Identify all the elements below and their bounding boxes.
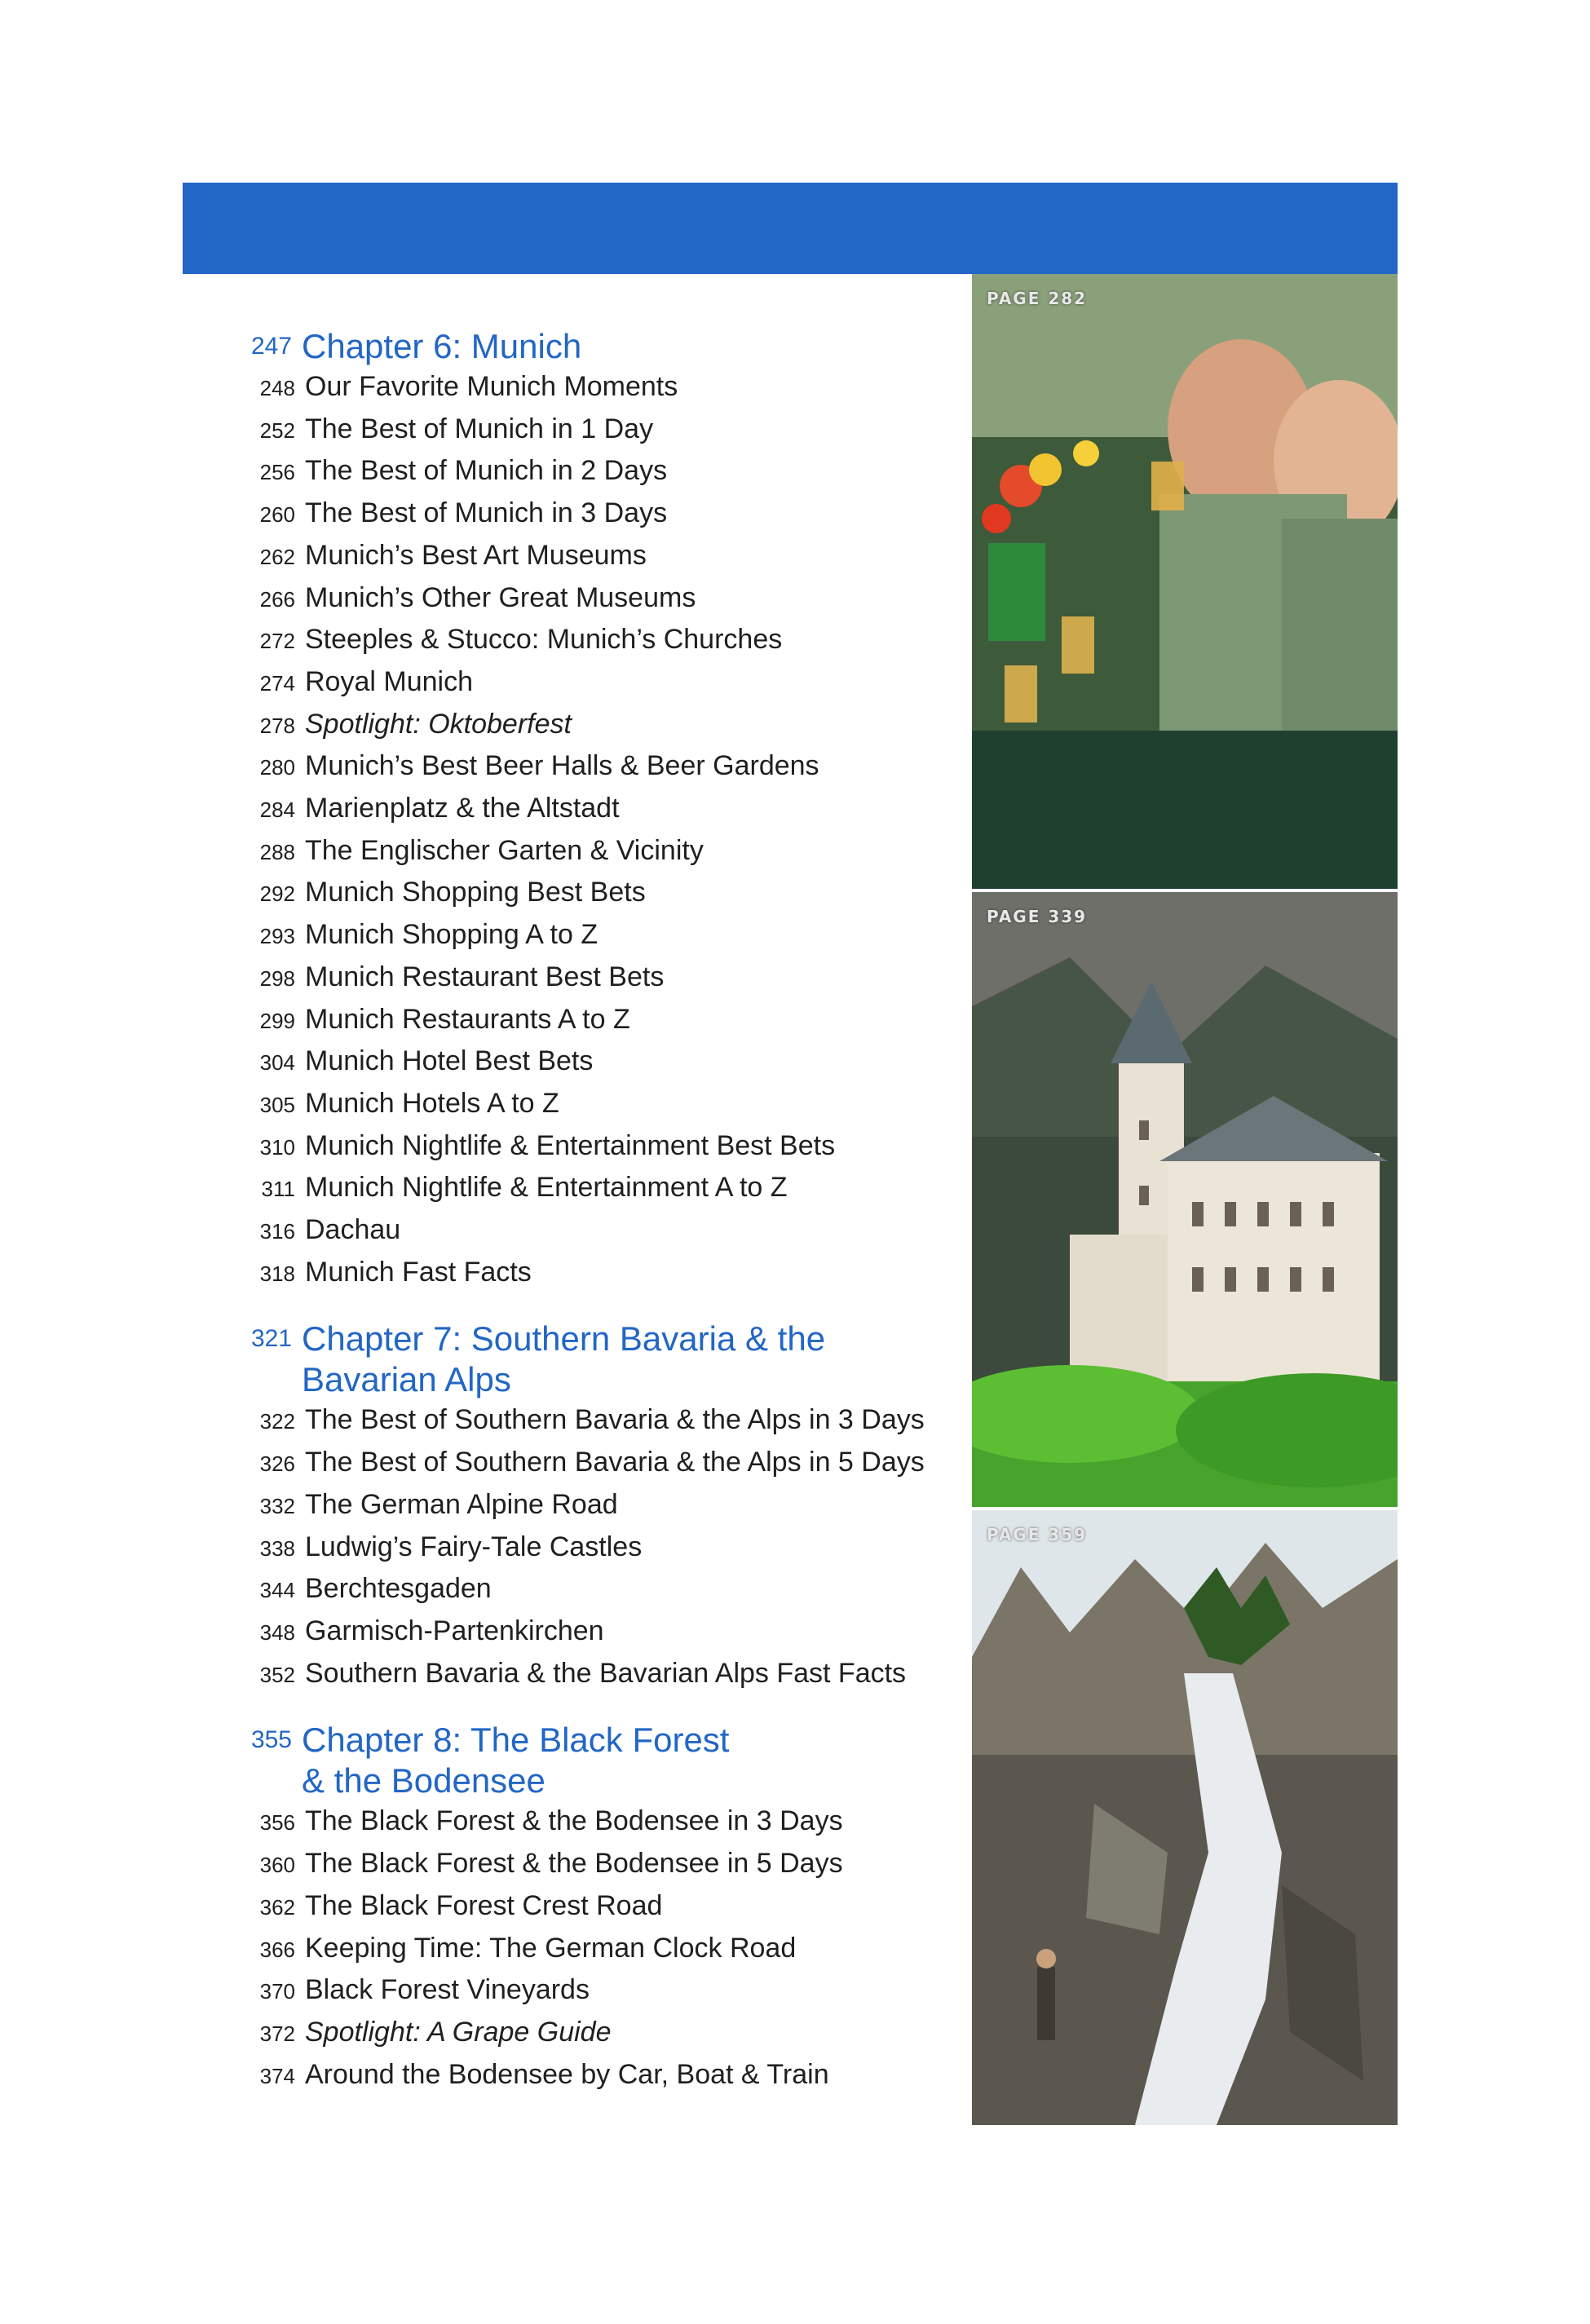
entry-label: Steeples & Stucco: Munich’s Churches bbox=[305, 624, 783, 656]
entry-label: The Black Forest Crest Road bbox=[305, 1889, 663, 1921]
entry-label: Around the Bodensee by Car, Boat & Train bbox=[305, 2058, 829, 2090]
entry-label: Southern Bavaria & the Bavarian Alps Fast Facts bbox=[305, 1657, 907, 1689]
entry-label: Munich Fast Facts bbox=[305, 1256, 532, 1288]
entry-page-number: 348 bbox=[259, 1619, 295, 1645]
toc-entry[interactable] bbox=[236, 1970, 954, 2013]
chapter-heading[interactable] bbox=[236, 326, 954, 367]
toc-entry[interactable] bbox=[236, 409, 954, 452]
toc-entry[interactable] bbox=[236, 2013, 954, 2055]
toc-entry[interactable] bbox=[236, 1886, 954, 1929]
toc-entry[interactable] bbox=[236, 1168, 954, 1210]
entry-page-number: 266 bbox=[259, 586, 295, 612]
toc-entry[interactable] bbox=[236, 451, 954, 493]
entry-label: Marienplatz & the Altstadt bbox=[305, 793, 620, 824]
entry-page-number: 248 bbox=[259, 376, 295, 400]
toc-entry[interactable] bbox=[236, 536, 954, 578]
entry-label: Munich Restaurants A to Z bbox=[305, 1003, 630, 1035]
entry-page-number: 356 bbox=[259, 1810, 295, 1836]
entry-label: The Best of Munich in 3 Days bbox=[305, 497, 668, 529]
entry-page-number: 284 bbox=[259, 797, 295, 823]
entry-label: The German Alpine Road bbox=[305, 1488, 618, 1520]
entry-page-number: 274 bbox=[259, 670, 295, 696]
entry-page-number: 305 bbox=[259, 1092, 295, 1117]
toc-entry[interactable] bbox=[236, 705, 954, 747]
entry-page-number: 311 bbox=[261, 1177, 295, 1202]
beer-hall-image bbox=[972, 274, 1398, 889]
entry-page-number: 370 bbox=[259, 1979, 295, 2004]
photo-castle bbox=[972, 892, 1398, 1507]
section-gap bbox=[236, 1294, 954, 1319]
entry-page-number: 288 bbox=[259, 839, 295, 864]
photo-page-tag: PAGE 339 bbox=[987, 907, 1088, 926]
entry-page-number: 372 bbox=[259, 2021, 295, 2046]
entry-label: The Black Forest & the Bodensee in 5 Days bbox=[305, 1848, 843, 1880]
entry-page-number: 374 bbox=[259, 2063, 295, 2088]
entry-page-number: 322 bbox=[259, 1409, 295, 1434]
entry-page-number: 304 bbox=[259, 1050, 295, 1076]
entry-label: The Black Forest & the Bodensee in 3 Days bbox=[305, 1805, 843, 1837]
entry-label: Munich’s Best Beer Halls & Beer Gardens bbox=[305, 750, 819, 782]
entry-label: Munich Hotel Best Bets bbox=[305, 1045, 594, 1077]
header-bar bbox=[183, 183, 1398, 274]
toc-entry[interactable] bbox=[236, 1611, 954, 1654]
entry-label: The Best of Munich in 1 Day bbox=[305, 413, 654, 444]
entry-label: Spotlight: Oktoberfest bbox=[305, 708, 572, 740]
chapter-title-line: Bavarian Alps bbox=[302, 1360, 511, 1399]
chapter-heading[interactable] bbox=[236, 1720, 954, 1801]
photo-column bbox=[972, 274, 1398, 2128]
toc-entry[interactable] bbox=[236, 620, 954, 662]
chapter-title-line: Chapter 6: Munich bbox=[302, 327, 582, 365]
chapter-page-number: 355 bbox=[250, 1726, 292, 1754]
entry-page-number: 298 bbox=[259, 965, 295, 991]
entry-label: Munich’s Best Art Museums bbox=[305, 539, 647, 571]
section-gap bbox=[236, 1695, 954, 1720]
entry-page-number: 352 bbox=[259, 1662, 295, 1687]
entry-label: Munich Nightlife & Entertainment A to Z bbox=[305, 1172, 788, 1204]
toc-entry[interactable] bbox=[236, 662, 954, 705]
entry-page-number: 310 bbox=[259, 1134, 295, 1160]
entry-label: Munich Hotels A to Z bbox=[305, 1087, 559, 1119]
toc-entry[interactable] bbox=[236, 1000, 954, 1042]
entry-label: Keeping Time: The German Clock Road bbox=[305, 1932, 797, 1964]
chapter-title bbox=[302, 1720, 954, 1801]
entry-page-number: 316 bbox=[259, 1219, 295, 1244]
chapter-title bbox=[302, 326, 954, 367]
entry-label: Munich Shopping A to Z bbox=[305, 919, 598, 951]
entry-page-number: 299 bbox=[259, 1008, 295, 1033]
entry-label: Dachau bbox=[305, 1214, 401, 1246]
entry-page-number: 278 bbox=[259, 713, 295, 738]
entry-label: Berchtesgaden bbox=[305, 1573, 492, 1605]
toc-entry[interactable] bbox=[236, 1844, 954, 1886]
entry-page-number: 366 bbox=[259, 1937, 295, 1962]
entry-label: The Englischer Garten & Vicinity bbox=[305, 834, 704, 866]
castle-image bbox=[972, 892, 1398, 1507]
toc-entry[interactable] bbox=[236, 1801, 954, 1844]
toc-entry[interactable] bbox=[236, 1126, 954, 1169]
entry-page-number: 344 bbox=[259, 1578, 295, 1603]
toc-entry[interactable] bbox=[236, 367, 954, 409]
entry-page-number: 262 bbox=[259, 544, 295, 569]
toc-entry[interactable] bbox=[236, 746, 954, 789]
toc-entry[interactable] bbox=[236, 1400, 954, 1443]
toc-entry[interactable] bbox=[236, 789, 954, 831]
chapter-title-line: Chapter 8: The Black Forest bbox=[302, 1721, 730, 1760]
photo-waterfall bbox=[972, 1510, 1398, 2125]
toc-entry[interactable] bbox=[236, 1929, 954, 1971]
toc-entry[interactable] bbox=[236, 493, 954, 536]
entry-label: Munich’s Other Great Museums bbox=[305, 581, 696, 613]
entry-label: Royal Munich bbox=[305, 665, 473, 697]
toc-entry[interactable] bbox=[236, 2055, 954, 2097]
entry-label: Munich Shopping Best Bets bbox=[305, 877, 646, 908]
toc-entry[interactable] bbox=[236, 1210, 954, 1253]
entry-label: Ludwig’s Fairy-Tale Castles bbox=[305, 1531, 643, 1562]
entry-page-number: 252 bbox=[259, 418, 295, 443]
toc-entry[interactable] bbox=[236, 831, 954, 873]
toc-entry[interactable] bbox=[236, 1527, 954, 1570]
chapter-title bbox=[302, 1319, 954, 1400]
entry-page-number: 362 bbox=[259, 1894, 295, 1920]
toc-entry[interactable] bbox=[236, 1443, 954, 1485]
toc-entry[interactable] bbox=[236, 1041, 954, 1084]
entry-page-number: 326 bbox=[259, 1451, 295, 1477]
chapter-title-line: & the Bodensee bbox=[302, 1761, 545, 1800]
entry-page-number: 260 bbox=[259, 502, 295, 528]
entry-page-number: 293 bbox=[259, 924, 295, 949]
chapter-title-line: Chapter 7: Southern Bavaria & the bbox=[302, 1319, 826, 1359]
entry-page-number: 256 bbox=[259, 460, 295, 485]
entry-page-number: 360 bbox=[259, 1853, 295, 1878]
entry-label: Black Forest Vineyards bbox=[305, 1974, 590, 2006]
entry-label: Spotlight: A Grape Guide bbox=[305, 2016, 612, 2048]
toc-entry[interactable] bbox=[236, 1569, 954, 1611]
entry-label: The Best of Southern Bavaria & the Alps in 5 Days bbox=[305, 1447, 925, 1478]
toc-entry[interactable] bbox=[236, 1084, 954, 1126]
toc-entry[interactable] bbox=[236, 1654, 954, 1696]
photo-beer-hall bbox=[972, 274, 1398, 889]
toc-entry[interactable] bbox=[236, 873, 954, 915]
entry-label: Our Favorite Munich Moments bbox=[305, 371, 678, 402]
entry-label: Munich Nightlife & Entertainment Best Bets bbox=[305, 1129, 836, 1161]
toc-entry[interactable] bbox=[236, 578, 954, 621]
toc-entry[interactable] bbox=[236, 957, 954, 1000]
entry-page-number: 292 bbox=[259, 881, 295, 907]
entry-page-number: 338 bbox=[259, 1535, 295, 1561]
entry-page-number: 318 bbox=[259, 1261, 295, 1286]
entry-page-number: 280 bbox=[259, 755, 295, 780]
toc-entry[interactable] bbox=[236, 1253, 954, 1295]
toc-entry[interactable] bbox=[236, 915, 954, 957]
photo-page-tag: PAGE 282 bbox=[987, 289, 1088, 308]
table-of-contents bbox=[236, 326, 954, 2096]
chapter-page-number: 321 bbox=[250, 1325, 292, 1353]
entry-label: The Best of Southern Bavaria & the Alps in 3 Days bbox=[305, 1404, 925, 1436]
entry-page-number: 272 bbox=[259, 629, 295, 654]
toc-entry[interactable] bbox=[236, 1485, 954, 1527]
entry-label: Garmisch-Partenkirchen bbox=[305, 1615, 604, 1646]
chapter-page-number: 247 bbox=[250, 333, 292, 360]
entry-label: Munich Restaurant Best Bets bbox=[305, 961, 665, 992]
photo-page-tag: PAGE 359 bbox=[987, 1525, 1088, 1544]
entry-page-number: 332 bbox=[259, 1493, 295, 1518]
chapter-heading[interactable] bbox=[236, 1319, 954, 1400]
waterfall-image bbox=[972, 1510, 1398, 2125]
entry-label: The Best of Munich in 2 Days bbox=[305, 455, 668, 487]
